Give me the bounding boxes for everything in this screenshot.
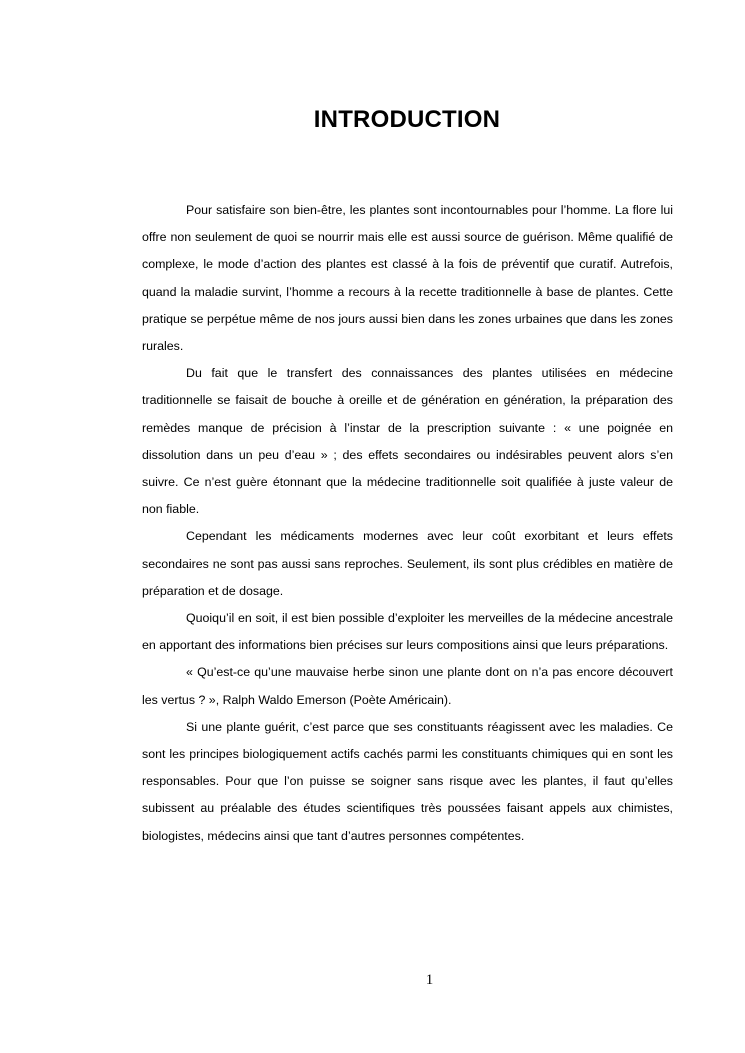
paragraph-6: Si une plante guérit, c’est parce que ses constituants réagissent avec les maladies. Ce sont les principes biologiquement actifs cachés parmi les constituants chimiques qui en sont les responsables. Pour que l’on puisse se soigner sans risque avec les plantes, il faut qu’elles subissent au préalable des études scientifiques très poussées faisant appels aux chimistes, biologistes, médecins ainsi que tant d’autres personnes compétentes. — [142, 719, 673, 843]
page-number: 1 — [425, 972, 434, 988]
paragraph-3: Cependant les médicaments modernes avec leur coût exorbitant et leurs effets secondaires ne sont pas aussi sans reproches. Seulement, ils sont plus crédibles en matière de préparation et de dosage. — [142, 529, 673, 598]
paragraph-1: Pour satisfaire son bien-être, les plantes sont incontournables pour l’homme. La flore lui offre non seulement de quoi se nourrir mais elle est aussi source de guérison. Même qualifié de complexe, le mode d’action des plantes est classé à la fois de préventif que curatif. Autrefois, quand la maladie survint, l’homme a recours à la recette traditionnelle à base de plantes. Cette pratique se perpétue même de nos jours aussi bien dans les zones urbaines que dans les zones rurales. — [142, 203, 673, 354]
paragraph-2: Du fait que le transfert des connaissances des plantes utilisées en médecine traditionnelle se faisait de bouche à oreille et de génération en génération, la préparation des remèdes manque de précision à l’instar de la prescription suivante : « une poignée en dissolution dans un peu d’eau » ; des effets secondaires ou indésirables peuvent alors s’en suivre. Ce n’est guère étonnant que la médecine traditionnelle soit qualifiée à juste valeur de non fiable. — [142, 366, 673, 517]
page-title: INTRODUCTION — [313, 106, 501, 133]
body-text — [142, 197, 673, 850]
quote-paragraph: « Qu’est-ce qu’une mauvaise herbe sinon une plante dont on n’a pas encore découvert les vertus ? », Ralph Waldo Emerson (Poète Américain). — [142, 665, 673, 707]
paragraph-4: Quoiqu’il en soit, il est bien possible d’exploiter les merveilles de la médecine ancestrale en apportant des informations bien précises sur leurs compositions ainsi que leurs préparations. — [142, 611, 673, 653]
